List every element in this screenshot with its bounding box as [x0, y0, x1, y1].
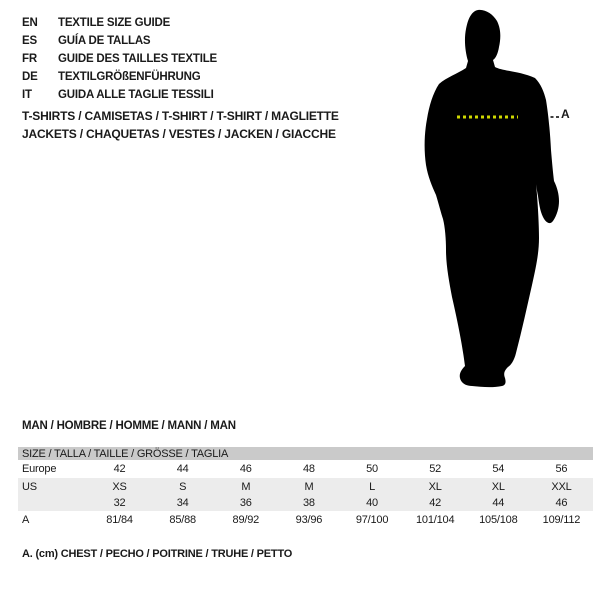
size-value: 85/88: [169, 514, 196, 526]
size-value: 50: [366, 463, 378, 475]
size-value: 81/84: [106, 514, 133, 526]
size-value: 89/92: [232, 514, 260, 526]
man-silhouette-shape: [425, 10, 559, 387]
row-label-us-numeric: [18, 495, 88, 511]
size-value: 38: [277, 495, 340, 511]
row-label-europe: Europe: [22, 463, 57, 475]
size-value: L: [341, 478, 404, 495]
size-value: 40: [341, 495, 404, 511]
language-code: IT: [22, 89, 32, 101]
size-value: XL: [404, 478, 467, 495]
size-value: 32: [88, 495, 151, 511]
category-line-jackets: JACKETS / CHAQUETAS / VESTES / JACKEN / GIACCHE: [22, 127, 336, 141]
chest-footnote: A. (cm) CHEST / PECHO / POITRINE / TRUHE / PETTO: [22, 548, 293, 560]
language-row-de: [22, 68, 217, 86]
size-value: 42: [113, 463, 126, 475]
row-label-us: US: [18, 478, 88, 495]
language-list: [22, 14, 217, 104]
size-value: 93/96: [295, 514, 323, 526]
size-value: 97/100: [355, 514, 389, 526]
garment-categories: [22, 107, 339, 143]
row-label-a: A: [22, 514, 30, 526]
size-value: 101/104: [416, 514, 455, 526]
language-title: GUIDE DES TAILLES TEXTILE: [58, 53, 217, 65]
size-value: S: [151, 478, 214, 495]
size-value: XXL: [530, 478, 593, 495]
language-code: ES: [22, 35, 37, 47]
language-row-es: [22, 32, 217, 50]
size-value: 48: [303, 463, 315, 475]
measure-label-a: A: [561, 107, 570, 121]
size-value: M: [277, 478, 340, 495]
size-value: 46: [239, 463, 252, 475]
language-code: EN: [22, 17, 38, 29]
size-value: XL: [467, 478, 530, 495]
size-value: 54: [492, 463, 505, 475]
size-value: 46: [530, 495, 593, 511]
size-value: 52: [429, 463, 442, 475]
size-value: 34: [151, 495, 214, 511]
language-title: GUÍA DE TALLAS: [58, 35, 151, 47]
size-value: 42: [404, 495, 467, 511]
size-value: 109/112: [542, 514, 581, 526]
size-value: 105/108: [479, 514, 518, 526]
language-title: TEXTILE SIZE GUIDE: [58, 17, 171, 29]
language-row-en: [22, 14, 217, 32]
category-line-tshirts: T-SHIRTS / CAMISETAS / T-SHIRT / T-SHIRT / MAGLIETTE: [22, 109, 339, 123]
size-table: [18, 447, 593, 529]
size-value: 56: [555, 463, 568, 475]
language-row-it: [22, 86, 217, 104]
size-value: XS: [88, 478, 151, 495]
size-table-header: SIZE / TALLA / TAILLE / GRÖSSE / TAGLIA: [18, 447, 593, 460]
size-value: 36: [214, 495, 277, 511]
language-code: FR: [22, 53, 37, 65]
size-value: 44: [467, 495, 530, 511]
size-value: 44: [176, 463, 189, 475]
language-title: GUIDA ALLE TAGLIE TESSILI: [58, 89, 214, 101]
man-silhouette-figure: [405, 5, 570, 400]
section-title-man: MAN / HOMBRE / HOMME / MANN / MAN: [22, 420, 236, 432]
language-code: DE: [22, 71, 38, 83]
language-row-fr: [22, 50, 217, 68]
size-value: M: [214, 478, 277, 495]
man-silhouette-svg: [405, 5, 570, 400]
language-title: TEXTILGRÖßENFÜHRUNG: [58, 71, 201, 83]
